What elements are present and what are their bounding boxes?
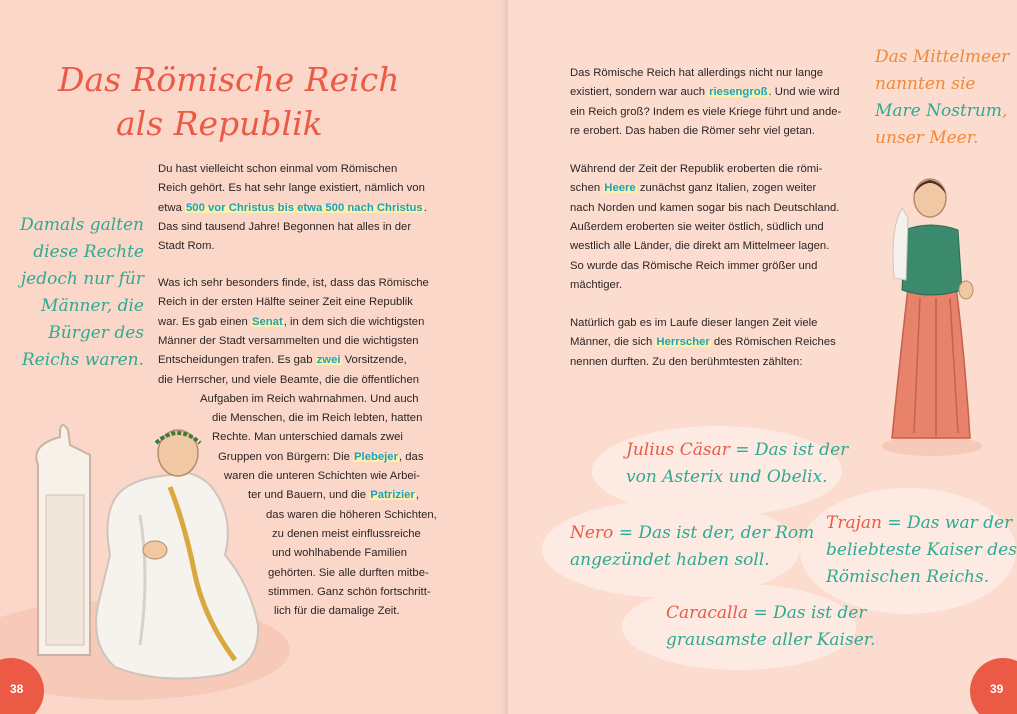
- woman-head: [914, 179, 946, 217]
- text-segment: Stadt Rom.: [158, 240, 215, 253]
- highlighted-term: 500 vor Christus bis etwa 500 nach Christus: [186, 201, 423, 214]
- text-line: [570, 353, 802, 372]
- text-segment: Reich in der ersten Hälfte seiner Zeit eine Republik: [158, 296, 413, 309]
- text-segment: existiert, sondern war auch: [570, 86, 709, 99]
- sea-note-line: nannten sie: [875, 74, 976, 94]
- highlighted-term: Heere: [604, 182, 636, 195]
- text-segment: schen: [570, 182, 604, 195]
- bubble-text-caesar: Julius Cäsar = Das ist der von Asterix und Obelix.: [626, 440, 849, 487]
- text-segment: und wohlhabende Familien: [272, 547, 408, 560]
- text-line: [158, 293, 413, 312]
- text-line: [570, 237, 829, 256]
- text-segment: , das: [398, 450, 424, 463]
- text-segment: lich für die damalige Zeit.: [274, 605, 400, 618]
- text-segment: mächtiger.: [570, 278, 623, 291]
- text-segment: ,: [415, 489, 419, 502]
- text-segment: waren die unteren Schichten wie Arbei-: [224, 470, 420, 482]
- text-line: [570, 257, 817, 276]
- text-line: [158, 160, 397, 179]
- text-line: [268, 583, 431, 602]
- text-segment: Das sind tausend Jahre! Begonnen hat alles in der: [158, 220, 412, 233]
- text-segment: Gruppen von Bürgern: Die: [218, 450, 354, 463]
- text-line: [248, 486, 419, 505]
- highlighted-term: Plebejer: [354, 450, 398, 463]
- text-segment: Aufgaben im Reich wahrnahmen. Und auch: [200, 392, 419, 405]
- shawl: [893, 208, 908, 280]
- side-note-line: Reichs waren.: [21, 350, 144, 370]
- text-line: [570, 314, 817, 333]
- title-line-2: als Republik: [116, 104, 323, 143]
- text-segment: Außerdem eroberten sie weiter östlich, südlich und: [570, 220, 824, 233]
- paragraph-rulers: [570, 314, 870, 374]
- text-line: [158, 199, 427, 218]
- text-line: [272, 525, 421, 544]
- highlighted-term: Senat: [251, 315, 283, 328]
- text-line: [570, 64, 823, 83]
- text-line: [158, 274, 429, 293]
- paragraph-intro: [158, 160, 458, 260]
- text-segment: war. Es gab einen: [158, 315, 251, 328]
- text-line: [158, 313, 424, 332]
- ruler-name: Trajan: [826, 513, 882, 533]
- bubble-text-caracalla: Caracalla = Das ist der grausamste aller Kaiser.: [666, 603, 876, 650]
- side-note-line: jedoch nur für: [20, 269, 144, 289]
- text-segment: zunächst ganz Italien, zogen weiter: [636, 182, 817, 195]
- text-line: [570, 122, 815, 141]
- text-segment: ein Reich groß? Indem es viele Kriege führt und ande-: [570, 105, 842, 118]
- text-segment: ter und Bauern, und die: [248, 489, 370, 502]
- tunic-top: [902, 225, 962, 295]
- text-segment: Männer, die sich: [570, 336, 656, 349]
- text-segment: .: [423, 201, 427, 214]
- highlighted-term: riesengroß: [709, 86, 768, 99]
- text-segment: das waren die höheren Schichten,: [266, 508, 437, 521]
- text-line: [570, 103, 841, 122]
- highlighted-term: Herrscher: [656, 336, 710, 349]
- text-segment: westlich alle Länder, die direkt am Mittelmeer lagen.: [570, 240, 830, 253]
- bench-panel: [46, 495, 84, 645]
- text-segment: nennen durften. Zu den berühmtesten zählten:: [570, 355, 803, 368]
- text-line: [570, 83, 839, 102]
- highlighted-term: zwei: [316, 354, 341, 367]
- roman-woman-illustration: [870, 168, 990, 458]
- text-segment: . Und wie wird: [768, 86, 840, 99]
- text-line: [268, 564, 429, 583]
- dress: [892, 286, 970, 438]
- text-line: [272, 544, 407, 563]
- text-line: [158, 371, 419, 390]
- text-segment: Was ich sehr besonders finde, ist, dass das Römische: [158, 277, 429, 289]
- text-line: [158, 351, 407, 370]
- senator-hand: [143, 541, 167, 559]
- ruler-name: Julius Cäsar: [626, 440, 730, 460]
- text-segment: Natürlich gab es im Laufe dieser langen Zeit viele: [570, 317, 818, 329]
- text-line: [158, 218, 411, 237]
- title-line-1: Das Römische Reich: [58, 60, 400, 99]
- text-line: [570, 160, 822, 179]
- sea-note-latin: Mare Nostrum: [875, 101, 1002, 121]
- bubble-text-trajan: Trajan = Das war der beliebteste Kaiser des Römischen Reichs.: [826, 513, 1017, 587]
- sea-note-line: unser Meer.: [875, 128, 979, 148]
- left-page: [0, 0, 508, 714]
- text-segment: Während der Zeit der Republik eroberten die römi-: [570, 163, 823, 175]
- text-segment: etwa: [158, 201, 186, 214]
- ruler-name: Caracalla: [666, 603, 749, 623]
- side-note-line: Männer, die: [41, 296, 144, 316]
- text-segment: Vorsitzende,: [341, 354, 407, 367]
- text-line: [570, 276, 622, 295]
- page-title: [58, 58, 400, 150]
- text-segment: gehörten. Sie alle durften mitbe-: [268, 566, 429, 579]
- text-segment: nach Norden und kamen sogar bis nach Deutschland.: [570, 201, 840, 214]
- side-note-line: Bürger des: [48, 323, 144, 343]
- sea-note-line: Das Mittelmeer: [875, 47, 1010, 67]
- page-number-left: 38: [0, 658, 44, 714]
- ruler-name: Nero: [570, 523, 614, 543]
- text-segment: Entscheidungen trafen. Es gab: [158, 354, 316, 367]
- side-note-mediterranean: Das Mittelmeer nannten sie Mare Nostrum, unser Meer.: [875, 44, 1005, 152]
- side-note-line: diese Rechte: [33, 242, 144, 262]
- page-number-right: 39: [970, 658, 1017, 714]
- text-segment: re erobert. Das haben die Römer sehr viel getan.: [570, 124, 815, 137]
- text-line: [274, 602, 400, 621]
- text-segment: Männer der Stadt versammelten und die wichtigsten: [158, 334, 419, 347]
- text-line: [158, 332, 419, 351]
- text-segment: Rechte. Man unterschied damals zwei: [212, 431, 403, 444]
- text-line: [570, 218, 824, 237]
- text-segment: die Menschen, die im Reich lebten, hatten: [212, 412, 423, 425]
- text-segment: So wurde das Römische Reich immer größer und: [570, 259, 818, 272]
- text-segment: die Herrscher, und viele Beamte, die die öffentlichen: [158, 373, 420, 386]
- senator-illustration: [20, 405, 270, 685]
- text-line: [266, 506, 437, 525]
- highlighted-term: Patrizier: [370, 489, 415, 502]
- side-note-rights: [10, 212, 144, 374]
- right-page: [508, 0, 1017, 714]
- text-segment: des Römischen Reiches: [710, 336, 836, 349]
- side-note-line: Damals galten: [20, 215, 144, 235]
- text-line: [158, 237, 215, 256]
- woman-hand: [959, 281, 973, 299]
- text-segment: Das Römische Reich hat allerdings nicht nur lange: [570, 67, 824, 79]
- paragraph-conquests: [570, 160, 870, 300]
- text-segment: Reich gehört. Es hat sehr lange existiert, nämlich von: [158, 182, 425, 195]
- text-line: [570, 333, 836, 352]
- text-segment: stimmen. Ganz schön fortschritt-: [268, 585, 431, 598]
- text-line: [570, 179, 816, 198]
- text-line: [570, 199, 839, 218]
- text-segment: , in dem sich die wichtigsten: [283, 315, 425, 328]
- text-segment: Du hast vielleicht schon einmal vom Römischen: [158, 163, 398, 175]
- text-line: [158, 179, 425, 198]
- bubble-text-nero: Nero = Das ist der, der Rom angezündet haben soll.: [570, 523, 815, 570]
- text-segment: zu denen meist einflussreiche: [272, 527, 421, 540]
- paragraph-size: [570, 64, 870, 144]
- floor-shadow: [882, 436, 982, 456]
